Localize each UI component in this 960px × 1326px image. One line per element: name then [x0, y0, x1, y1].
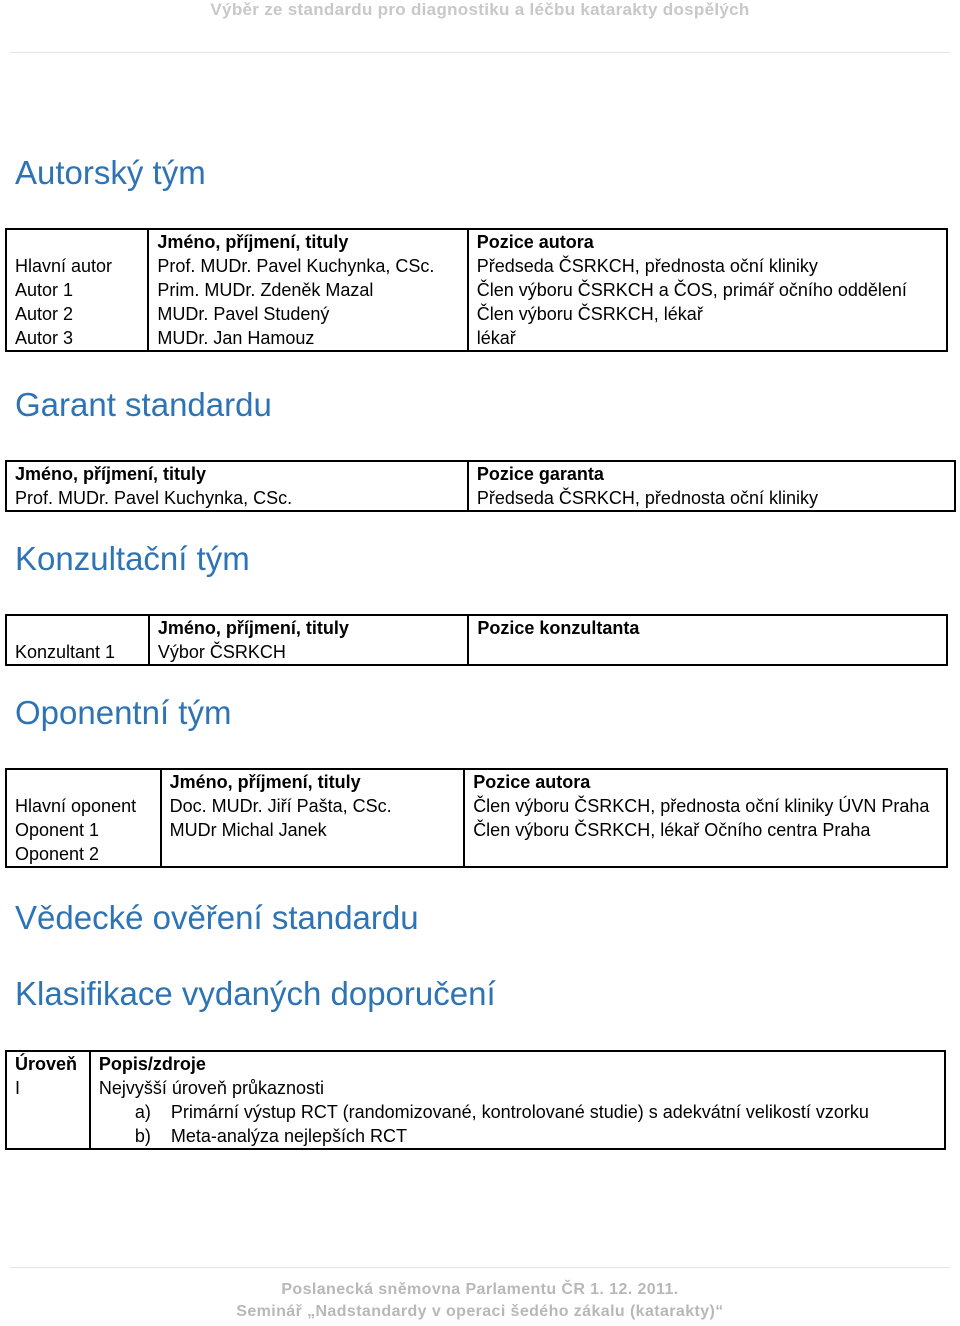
table-cell — [90, 1124, 945, 1149]
table-row — [6, 302, 947, 326]
table-row — [6, 254, 947, 278]
table-header-cell: Úroveň — [6, 1051, 90, 1076]
table-header-row — [6, 229, 947, 254]
table-cell: Člen výboru ČSRKCH, lékař — [468, 302, 947, 326]
table-row — [6, 278, 947, 302]
table-cell — [161, 842, 465, 867]
table-row — [6, 818, 947, 842]
table-header-row — [6, 769, 947, 794]
table-cell — [464, 842, 947, 867]
table-row — [6, 1076, 945, 1100]
table-header-row — [6, 615, 947, 640]
table-cell: Hlavní autor — [6, 254, 148, 278]
table-cell: Autor 3 — [6, 326, 148, 351]
table-header-cell: Jméno, příjmení, tituly — [6, 461, 468, 486]
konzultacni-tym-table — [5, 614, 948, 666]
footer-line-1: Poslanecká sněmovna Parlamentu ČR 1. 12. 2011. — [281, 1281, 679, 1298]
section-heading-klasifikace: Klasifikace vydaných doporučení — [15, 975, 496, 1012]
table-header-row — [6, 461, 955, 486]
footer-line-2: Seminář „Nadstandardy v operaci šedého zákalu (katarakty)“ — [236, 1303, 724, 1320]
table-header-cell: Pozice autora — [468, 229, 947, 254]
table-cell: Prof. MUDr. Pavel Kuchynka, CSc. — [6, 486, 468, 511]
table-row — [6, 1100, 945, 1124]
table-cell: MUDr Michal Janek — [161, 818, 465, 842]
table-cell: Výbor ČSRKCH — [149, 640, 468, 665]
list-item: Primární výstup RCT (randomizované, kontrolované studie) s adekvátní velikostí vzorku — [170, 1101, 869, 1122]
table-cell: Člen výboru ČSRKCH a ČOS, primář očního oddělení — [468, 278, 947, 302]
table-cell — [6, 1100, 90, 1124]
table-cell: Člen výboru ČSRKCH, lékař Očního centra Praha — [464, 818, 947, 842]
table-cell: Předseda ČSRKCH, přednosta oční kliniky — [468, 486, 955, 511]
section-heading-garant: Garant standardu — [15, 386, 272, 423]
table-row — [6, 1124, 945, 1149]
autorsky-tym-table — [5, 228, 948, 352]
table-cell: Autor 2 — [6, 302, 148, 326]
table-cell — [6, 615, 149, 640]
table-row — [6, 640, 947, 665]
table-header-row — [6, 1051, 945, 1076]
table-cell: I — [6, 1076, 90, 1100]
list-item: Meta-analýza nejlepších RCT — [170, 1125, 407, 1146]
table-cell — [6, 229, 148, 254]
table-cell: MUDr. Pavel Studený — [148, 302, 467, 326]
table-cell — [468, 640, 947, 665]
table-cell: Autor 1 — [6, 278, 148, 302]
page-header-title: Výběr ze standardu pro diagnostiku a léčbu katarakty dospělých — [210, 0, 750, 19]
table-cell: Oponent 1 — [6, 818, 161, 842]
section-heading-autorsky-tym: Autorský tým — [15, 154, 206, 191]
table-cell: Konzultant 1 — [6, 640, 149, 665]
table-header-cell: Pozice garanta — [468, 461, 955, 486]
table-header-cell: Jméno, příjmení, tituly — [161, 769, 465, 794]
header-divider — [10, 52, 950, 53]
table-cell: Nejvyšší úroveň průkaznosti — [90, 1076, 945, 1100]
table-row — [6, 842, 947, 867]
section-heading-konzultacni-tym: Konzultační tým — [15, 540, 250, 577]
table-cell: Hlavní oponent — [6, 794, 161, 818]
table-header-cell: Pozice konzultanta — [468, 615, 947, 640]
footer-divider — [10, 1267, 950, 1268]
table-header-cell: Jméno, příjmení, tituly — [149, 615, 468, 640]
table-cell — [90, 1100, 945, 1124]
table-header-cell: Pozice autora — [464, 769, 947, 794]
table-cell: Prof. MUDr. Pavel Kuchynka, CSc. — [148, 254, 467, 278]
table-header-cell: Popis/zdroje — [90, 1051, 945, 1076]
table-cell: Prim. MUDr. Zdeněk Mazal — [148, 278, 467, 302]
list-marker: a) — [134, 1101, 151, 1122]
section-heading-vedecke-overeni: Vědecké ověření standardu — [15, 899, 419, 936]
garant-table — [5, 460, 956, 512]
table-cell: Předseda ČSRKCH, přednosta oční kliniky — [468, 254, 947, 278]
table-row — [6, 486, 955, 511]
list-marker: b) — [134, 1125, 151, 1146]
table-cell — [6, 1124, 90, 1149]
table-cell: Oponent 2 — [6, 842, 161, 867]
table-cell — [6, 769, 161, 794]
oponentni-tym-table — [5, 768, 948, 868]
table-cell: lékař — [468, 326, 947, 351]
klasifikace-table — [5, 1050, 946, 1150]
table-header-cell: Jméno, příjmení, tituly — [148, 229, 467, 254]
table-cell: Doc. MUDr. Jiří Pašta, CSc. — [161, 794, 465, 818]
section-heading-oponentni-tym: Oponentní tým — [15, 694, 232, 731]
table-row — [6, 326, 947, 351]
table-cell: MUDr. Jan Hamouz — [148, 326, 467, 351]
table-row — [6, 794, 947, 818]
table-cell: Člen výboru ČSRKCH, přednosta oční kliniky ÚVN Praha — [464, 794, 947, 818]
